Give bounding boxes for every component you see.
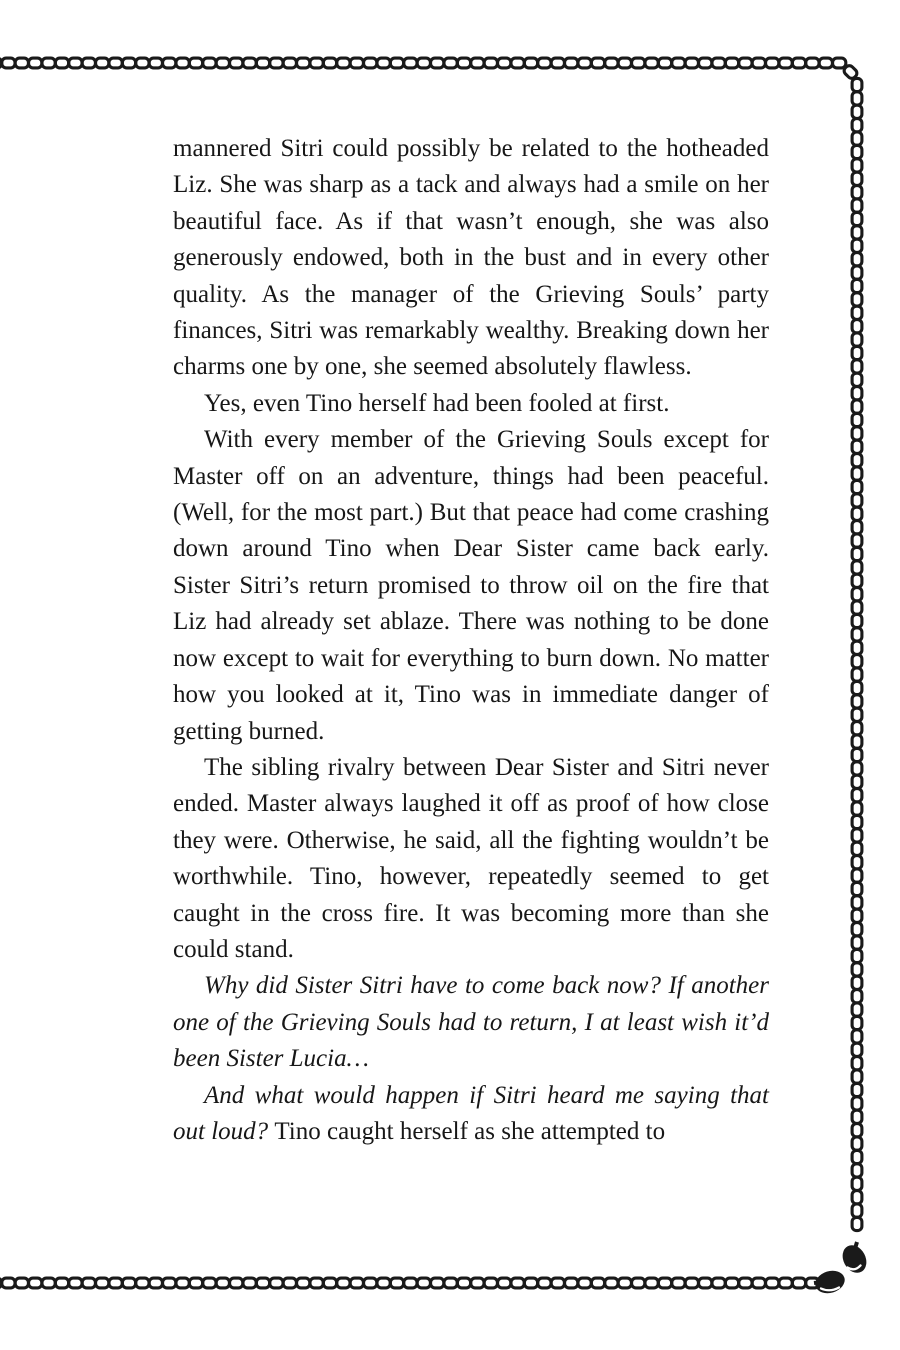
chain-link <box>591 58 604 68</box>
chain-link <box>109 58 122 68</box>
chain-link <box>270 58 283 68</box>
chain-link <box>605 58 618 68</box>
chain-link <box>833 58 846 68</box>
chain-link <box>29 58 42 68</box>
chain-link <box>806 1278 819 1288</box>
chain-link <box>122 1278 135 1288</box>
chain-link <box>591 1278 604 1288</box>
chain-link <box>122 58 135 68</box>
chain-link <box>852 293 862 306</box>
chain-link <box>852 105 862 118</box>
chain-link <box>852 1137 862 1150</box>
chain-link <box>243 1278 256 1288</box>
chain-link <box>852 829 862 842</box>
chain-link <box>685 1278 698 1288</box>
chain-link <box>511 58 524 68</box>
chain-link <box>417 58 430 68</box>
chain-link <box>163 1278 176 1288</box>
chain-link <box>852 990 862 1003</box>
chain-link <box>404 1278 417 1288</box>
chain-link <box>283 58 296 68</box>
chain-link <box>852 266 862 279</box>
chain-link <box>779 58 792 68</box>
chain-link <box>712 58 725 68</box>
chain-link <box>852 454 862 467</box>
chain-link <box>417 1278 430 1288</box>
chain-link <box>852 253 862 266</box>
italic-text: And what would happen if Sitri heard me saying that out loud? <box>173 1081 769 1145</box>
chain-link <box>565 1278 578 1288</box>
chain-link <box>404 58 417 68</box>
chain-link <box>852 279 862 292</box>
chain-link <box>323 1278 336 1288</box>
chain-link <box>852 856 862 869</box>
chain-link <box>852 1097 862 1110</box>
chain-link <box>852 440 862 453</box>
chain-link <box>852 762 862 775</box>
chain-link <box>136 1278 149 1288</box>
chain-link <box>852 655 862 668</box>
chain-link <box>310 1278 323 1288</box>
paragraph <box>173 968 769 1077</box>
chain-link <box>431 1278 444 1288</box>
chain-link <box>565 58 578 68</box>
chain-link <box>645 1278 658 1288</box>
chain-link <box>852 199 862 212</box>
chain-link <box>852 1191 862 1204</box>
chain-link <box>852 467 862 480</box>
chain-link <box>55 58 68 68</box>
chain-link <box>230 1278 243 1288</box>
chain-link <box>852 1057 862 1070</box>
chain-link <box>578 58 591 68</box>
chain-link <box>672 58 685 68</box>
chain-link <box>337 1278 350 1288</box>
chain-link <box>377 1278 390 1288</box>
chain-link <box>189 58 202 68</box>
body-text: Yes, even Tino herself had been fooled at first. <box>204 389 670 417</box>
chain-link <box>42 1278 55 1288</box>
chain-link <box>203 1278 216 1288</box>
chain-link <box>852 1204 862 1217</box>
paragraph <box>173 422 769 750</box>
chain-link <box>2 58 15 68</box>
chain-link <box>96 1278 109 1288</box>
chain-link <box>852 480 862 493</box>
paragraph <box>173 1078 769 1151</box>
chain-link <box>55 1278 68 1288</box>
chain-link <box>323 58 336 68</box>
chain-link <box>852 802 862 815</box>
chain-link <box>852 534 862 547</box>
chain-link <box>471 1278 484 1288</box>
chain-link <box>176 58 189 68</box>
chain-link <box>605 1278 618 1288</box>
chain-link <box>852 695 862 708</box>
chain-link <box>752 58 765 68</box>
chain-link <box>0 58 2 68</box>
chain-link <box>471 58 484 68</box>
chain-link <box>852 815 862 828</box>
chain-connector <box>856 1242 858 1247</box>
chain-link <box>484 58 497 68</box>
chain-link <box>852 976 862 989</box>
chain-link <box>0 1278 2 1288</box>
chain-link <box>699 58 712 68</box>
chain-link <box>645 58 658 68</box>
chain-link <box>390 58 403 68</box>
paragraph <box>173 750 769 968</box>
chain-link <box>852 896 862 909</box>
chain-link <box>511 1278 524 1288</box>
chain-link <box>96 58 109 68</box>
chain-link <box>189 1278 202 1288</box>
chain-link <box>632 1278 645 1288</box>
chain-link <box>852 949 862 962</box>
chain-link <box>350 58 363 68</box>
chain-link <box>852 226 862 239</box>
chain-link <box>852 1110 862 1123</box>
chain-link <box>852 172 862 185</box>
chain-link <box>852 1217 862 1230</box>
chain-link <box>852 92 862 105</box>
chain-link <box>538 58 551 68</box>
chain-link <box>243 58 256 68</box>
chain-link <box>444 58 457 68</box>
chain-link <box>852 909 862 922</box>
chain-link <box>852 963 862 976</box>
chain-link <box>852 561 862 574</box>
chain-link <box>852 145 862 158</box>
chain-link <box>842 64 858 80</box>
chain-link <box>15 1278 28 1288</box>
chain-link <box>852 1003 862 1016</box>
chain-link <box>149 1278 162 1288</box>
chain-link <box>109 1278 122 1288</box>
chain-link <box>551 58 564 68</box>
chain-link <box>2 1278 15 1288</box>
chain-link <box>725 58 738 68</box>
chain-link <box>42 58 55 68</box>
chain-link <box>852 748 862 761</box>
chain-link <box>852 1043 862 1056</box>
chain-link <box>230 58 243 68</box>
chain-link <box>852 119 862 132</box>
chain-link <box>364 58 377 68</box>
chain-link <box>852 869 862 882</box>
chain-link <box>852 1150 862 1163</box>
chain-link <box>524 58 537 68</box>
chain-link <box>852 668 862 681</box>
chain-link <box>852 936 862 949</box>
chain-link <box>203 58 216 68</box>
chain-link <box>498 1278 511 1288</box>
chain-link <box>524 1278 537 1288</box>
chain-link <box>15 58 28 68</box>
chain-link <box>852 320 862 333</box>
chain-link <box>297 1278 310 1288</box>
chain-link <box>216 1278 229 1288</box>
chain-link <box>256 58 269 68</box>
chain-link <box>852 427 862 440</box>
chain-link <box>672 1278 685 1288</box>
chain-link <box>852 588 862 601</box>
chain-link <box>457 1278 470 1288</box>
chain-link <box>852 212 862 225</box>
chain-link <box>852 387 862 400</box>
body-text: With every member of the Grieving Souls except for Master off on an adventure, things had been peaceful. (Well, for the most part.) But that peace had come crashing down around Tino when Dear Sister came back early. Sister Sitri’s return promised to throw oil on the fire that Liz had already set ablaze. There was nothing to be done now except to wait for everything to burn down. No matter how you looked at it, Tino was in immediate danger of getting burned. <box>173 426 769 745</box>
chain-link <box>618 1278 631 1288</box>
chain-link <box>852 413 862 426</box>
chain-link <box>377 58 390 68</box>
chain-link <box>752 1278 765 1288</box>
chain-link <box>484 1278 497 1288</box>
chain-link <box>852 842 862 855</box>
chain-link <box>176 1278 189 1288</box>
chain-link <box>699 1278 712 1288</box>
body-text: mannered Sitri could possibly be related to the hotheaded Liz. She was sharp as a tack and always had a smile on her beautiful face. As if that wasn’t enough, she was also generously endowed, both in the bust and in every other quality. As the manager of the Grieving Souls’ party finances, Sitri was remarkably wealthy. Breaking down her charms one by one, she seemed absolutely flawless. <box>173 135 769 381</box>
chain-link <box>852 722 862 735</box>
chain-link <box>779 1278 792 1288</box>
chain-link <box>852 494 862 507</box>
chain-link <box>350 1278 363 1288</box>
chain-link <box>632 58 645 68</box>
chain-link <box>256 1278 269 1288</box>
chain-link <box>852 735 862 748</box>
chain-link <box>852 373 862 386</box>
chain-link <box>852 400 862 413</box>
chain-link <box>852 186 862 199</box>
chain-link <box>283 1278 296 1288</box>
chain-link <box>163 58 176 68</box>
chain-link <box>136 58 149 68</box>
chain-link <box>444 1278 457 1288</box>
chain-end-bead <box>838 1241 871 1277</box>
chain-link <box>739 58 752 68</box>
chain-link <box>578 1278 591 1288</box>
chain-link <box>852 306 862 319</box>
chain-link <box>852 681 862 694</box>
chain-end-bead <box>812 1267 847 1296</box>
body-text: The sibling rivalry between Dear Sister and Sitri never ended. Master always laughed it off as proof of how close they were. Otherwise, he said, all the fighting wouldn’t be worthwhile. Tino, however, repeatedly seemed to get caught in the cross fire. It was becoming more than she could stand. <box>173 753 769 963</box>
chain-link <box>852 360 862 373</box>
chain-link <box>852 923 862 936</box>
italic-text: Why did Sister Sitri have to come back now? If another one of the Grieving Souls had to return, I at least wish it’d been Sister Lucia… <box>173 972 769 1073</box>
chain-link <box>618 58 631 68</box>
chain-link <box>390 1278 403 1288</box>
chain-link <box>852 547 862 560</box>
chain-link <box>852 159 862 172</box>
chain-link <box>82 58 95 68</box>
chain-link <box>819 58 832 68</box>
chain-link <box>538 1278 551 1288</box>
chain-link <box>69 58 82 68</box>
chain-link <box>852 1030 862 1043</box>
chain-link <box>852 1070 862 1083</box>
chain-link <box>658 1278 671 1288</box>
chain-link <box>270 1278 283 1288</box>
paragraph <box>173 131 769 386</box>
chain-link <box>852 574 862 587</box>
chain-link <box>297 58 310 68</box>
chain-link <box>852 775 862 788</box>
chain-link <box>712 1278 725 1288</box>
chain-link <box>29 1278 42 1288</box>
chain-link <box>852 78 862 91</box>
chain-link <box>457 58 470 68</box>
chain-link <box>766 58 779 68</box>
chain-link <box>852 614 862 627</box>
chain-link <box>852 1016 862 1029</box>
chain-link <box>685 58 698 68</box>
chain-link <box>852 507 862 520</box>
chain-link <box>852 601 862 614</box>
bead-highlight <box>821 1288 839 1291</box>
chain-link <box>852 1164 862 1177</box>
chain-link <box>766 1278 779 1288</box>
chain-link <box>852 1083 862 1096</box>
chain-link <box>310 58 323 68</box>
chain-link <box>852 1124 862 1137</box>
chain-link <box>852 628 862 641</box>
chain-link <box>658 58 671 68</box>
chain-link <box>852 132 862 145</box>
chain-link <box>551 1278 564 1288</box>
chain-link <box>852 239 862 252</box>
chain-link <box>852 1177 862 1190</box>
chain-link <box>739 1278 752 1288</box>
chain-link <box>852 346 862 359</box>
chain-connector <box>814 1283 818 1284</box>
chain-link <box>852 641 862 654</box>
paragraph <box>173 386 769 422</box>
chain-link <box>216 58 229 68</box>
chain-link <box>82 1278 95 1288</box>
bead-highlight <box>848 1266 861 1270</box>
chain-link <box>498 58 511 68</box>
chain-link <box>852 521 862 534</box>
chain-link <box>725 1278 738 1288</box>
page-text <box>173 131 769 1150</box>
chain-link <box>69 1278 82 1288</box>
chain-link <box>806 58 819 68</box>
body-text: Tino caught herself as she attempted to <box>274 1117 666 1145</box>
chain-link <box>852 708 862 721</box>
chain-link <box>149 58 162 68</box>
chain-link <box>364 1278 377 1288</box>
chain-link <box>852 789 862 802</box>
chain-link <box>852 333 862 346</box>
chain-link <box>792 1278 805 1288</box>
chain-link <box>431 58 444 68</box>
chain-link <box>792 58 805 68</box>
chain-link <box>852 882 862 895</box>
chain-link <box>337 58 350 68</box>
